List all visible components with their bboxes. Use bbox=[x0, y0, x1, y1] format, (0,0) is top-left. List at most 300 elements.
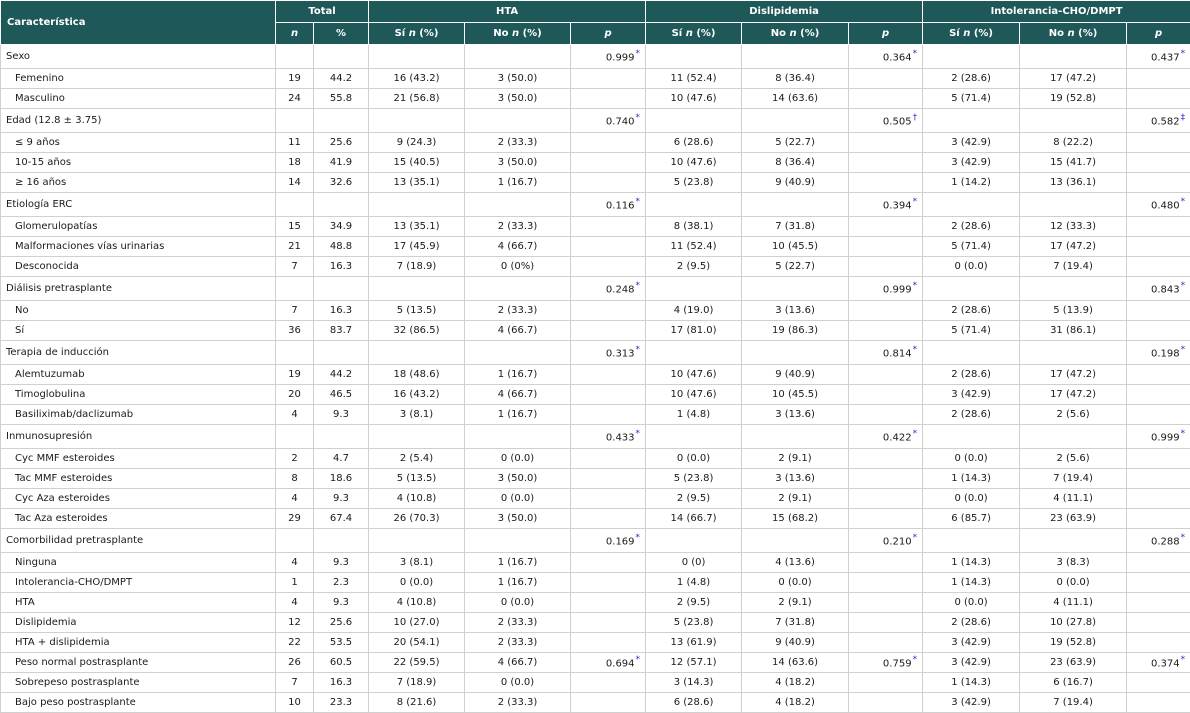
table-row bbox=[1, 405, 1190, 425]
category-row bbox=[1, 425, 1190, 449]
p-value: 0.582 bbox=[1151, 117, 1180, 128]
cell-dis-no: 14 (63.6) bbox=[742, 653, 849, 673]
cell-hta-si: 9 (24.3) bbox=[369, 133, 465, 153]
cell-int-si: 6 (85.7) bbox=[923, 509, 1020, 529]
header-int-p: p bbox=[1127, 23, 1190, 45]
cell-int-no: 17 (47.2) bbox=[1020, 365, 1127, 385]
cell-dis-si bbox=[646, 277, 742, 301]
table-row bbox=[1, 173, 1190, 193]
row-label: Peso normal postrasplante bbox=[1, 653, 276, 673]
cell-dis-p bbox=[849, 301, 923, 321]
cell-int-p bbox=[1127, 133, 1190, 153]
cell-n: 20 bbox=[276, 385, 314, 405]
cell-hta-si: 18 (48.6) bbox=[369, 365, 465, 385]
cell-int-p bbox=[1127, 489, 1190, 509]
row-label: Dislipidemia bbox=[1, 613, 276, 633]
cell-dis-no: 2 (9.1) bbox=[742, 489, 849, 509]
cell-dis-p bbox=[849, 469, 923, 489]
cell-pct bbox=[314, 277, 369, 301]
cell-int-p bbox=[1127, 237, 1190, 257]
cell-dis-no: 3 (13.6) bbox=[742, 405, 849, 425]
cell-dis-si: 4 (19.0) bbox=[646, 301, 742, 321]
cell-hta-p bbox=[571, 237, 646, 257]
row-label: Etiología ERC bbox=[1, 193, 276, 217]
cell-pct bbox=[314, 425, 369, 449]
cell-hta-no bbox=[465, 45, 571, 69]
cell-int-p bbox=[1127, 321, 1190, 341]
cell-int-no: 4 (11.1) bbox=[1020, 593, 1127, 613]
cell-n: 21 bbox=[276, 237, 314, 257]
p-footnote-mark: † bbox=[913, 113, 918, 123]
cell-hta-no: 1 (16.7) bbox=[465, 173, 571, 193]
p-value: 0.433 bbox=[606, 433, 635, 444]
cell-dis-si: 10 (47.6) bbox=[646, 89, 742, 109]
p-footnote-mark: * bbox=[636, 281, 641, 291]
cell-hta-p bbox=[571, 277, 646, 301]
table-row bbox=[1, 89, 1190, 109]
p-value: 0.248 bbox=[606, 285, 635, 296]
cell-int-p bbox=[1127, 573, 1190, 593]
cell-dis-p bbox=[849, 321, 923, 341]
cell-hta-si: 13 (35.1) bbox=[369, 217, 465, 237]
cell-hta-si bbox=[369, 341, 465, 365]
cell-dis-no: 2 (9.1) bbox=[742, 593, 849, 613]
cell-dis-p bbox=[849, 529, 923, 553]
row-label: Basiliximab/daclizumab bbox=[1, 405, 276, 425]
row-label: Terapia de inducción bbox=[1, 341, 276, 365]
p-footnote-mark: ‡ bbox=[1181, 113, 1186, 123]
cell-hta-p bbox=[571, 89, 646, 109]
cell-n: 29 bbox=[276, 509, 314, 529]
cell-int-si: 3 (42.9) bbox=[923, 693, 1020, 713]
header-hta-no: No n (%) bbox=[465, 23, 571, 45]
cell-dis-p bbox=[849, 593, 923, 613]
category-row bbox=[1, 277, 1190, 301]
row-label: Tac Aza esteroides bbox=[1, 509, 276, 529]
cell-hta-si: 5 (13.5) bbox=[369, 301, 465, 321]
cell-dis-si bbox=[646, 341, 742, 365]
p-footnote-mark: * bbox=[636, 655, 641, 665]
cell-int-p bbox=[1127, 45, 1190, 69]
cell-dis-p bbox=[849, 449, 923, 469]
cell-dis-no: 15 (68.2) bbox=[742, 509, 849, 529]
cell-dis-p bbox=[849, 237, 923, 257]
row-label: Timoglobulina bbox=[1, 385, 276, 405]
cell-int-p bbox=[1127, 405, 1190, 425]
p-value: 0.480 bbox=[1151, 201, 1180, 212]
cell-dis-p bbox=[849, 341, 923, 365]
cell-int-p bbox=[1127, 69, 1190, 89]
p-value: 0.999 bbox=[883, 285, 912, 296]
table-row bbox=[1, 489, 1190, 509]
cell-n: 10 bbox=[276, 693, 314, 713]
cell-n: 4 bbox=[276, 593, 314, 613]
cell-dis-no: 8 (36.4) bbox=[742, 153, 849, 173]
cell-int-p bbox=[1127, 693, 1190, 713]
cell-int-no: 2 (5.6) bbox=[1020, 449, 1127, 469]
cell-n: 4 bbox=[276, 405, 314, 425]
cell-pct: 25.6 bbox=[314, 133, 369, 153]
cell-int-si: 1 (14.3) bbox=[923, 673, 1020, 693]
cell-hta-no: 3 (50.0) bbox=[465, 469, 571, 489]
cell-int-si: 0 (0.0) bbox=[923, 593, 1020, 613]
header-intolerancia: Intolerancia-CHO/DMPT bbox=[923, 1, 1190, 23]
cell-int-si: 5 (71.4) bbox=[923, 321, 1020, 341]
p-footnote-mark: * bbox=[1181, 281, 1186, 291]
cell-dis-si bbox=[646, 109, 742, 133]
cell-n bbox=[276, 193, 314, 217]
cell-hta-si: 26 (70.3) bbox=[369, 509, 465, 529]
row-label: Comorbilidad pretrasplante bbox=[1, 529, 276, 553]
table-row bbox=[1, 633, 1190, 653]
cell-pct: 41.9 bbox=[314, 153, 369, 173]
p-value: 0.740 bbox=[606, 117, 635, 128]
cell-n: 4 bbox=[276, 489, 314, 509]
cell-hta-no: 4 (66.7) bbox=[465, 653, 571, 673]
cell-dis-no: 7 (31.8) bbox=[742, 613, 849, 633]
cell-dis-si: 13 (61.9) bbox=[646, 633, 742, 653]
cell-int-si: 2 (28.6) bbox=[923, 301, 1020, 321]
row-label: Inmunosupresión bbox=[1, 425, 276, 449]
cell-int-no: 12 (33.3) bbox=[1020, 217, 1127, 237]
header-dislipidemia: Dislipidemia bbox=[646, 1, 923, 23]
cell-hta-no: 4 (66.7) bbox=[465, 237, 571, 257]
cell-dis-si: 10 (47.6) bbox=[646, 153, 742, 173]
cell-dis-si bbox=[646, 529, 742, 553]
p-value: 0.364 bbox=[883, 53, 912, 64]
cell-n bbox=[276, 341, 314, 365]
cell-pct: 34.9 bbox=[314, 217, 369, 237]
cell-pct bbox=[314, 529, 369, 553]
cell-int-si: 1 (14.3) bbox=[923, 573, 1020, 593]
header-hta: HTA bbox=[369, 1, 646, 23]
cell-dis-si: 3 (14.3) bbox=[646, 673, 742, 693]
row-label: Cyc Aza esteroides bbox=[1, 489, 276, 509]
table-row bbox=[1, 693, 1190, 713]
cell-dis-p bbox=[849, 217, 923, 237]
cell-dis-no bbox=[742, 529, 849, 553]
cell-int-p bbox=[1127, 633, 1190, 653]
p-footnote-mark: * bbox=[636, 49, 641, 59]
cell-int-si: 2 (28.6) bbox=[923, 613, 1020, 633]
cell-hta-no: 1 (16.7) bbox=[465, 573, 571, 593]
cell-n: 22 bbox=[276, 633, 314, 653]
cell-int-p bbox=[1127, 653, 1190, 673]
cell-hta-no: 1 (16.7) bbox=[465, 365, 571, 385]
cell-int-no bbox=[1020, 341, 1127, 365]
cell-n: 19 bbox=[276, 69, 314, 89]
cell-pct: 25.6 bbox=[314, 613, 369, 633]
cell-hta-no: 2 (33.3) bbox=[465, 133, 571, 153]
cell-hta-no bbox=[465, 341, 571, 365]
cell-pct: 44.2 bbox=[314, 69, 369, 89]
category-row bbox=[1, 529, 1190, 553]
cell-int-si: 2 (28.6) bbox=[923, 405, 1020, 425]
cell-n: 1 bbox=[276, 573, 314, 593]
cell-n: 18 bbox=[276, 153, 314, 173]
cell-n: 19 bbox=[276, 365, 314, 385]
category-row bbox=[1, 341, 1190, 365]
cell-dis-no: 8 (36.4) bbox=[742, 69, 849, 89]
cell-int-si: 2 (28.6) bbox=[923, 69, 1020, 89]
cell-hta-si: 22 (59.5) bbox=[369, 653, 465, 673]
cell-dis-si: 12 (57.1) bbox=[646, 653, 742, 673]
category-row bbox=[1, 109, 1190, 133]
cell-n: 14 bbox=[276, 173, 314, 193]
cell-int-p bbox=[1127, 89, 1190, 109]
cell-int-si: 3 (42.9) bbox=[923, 153, 1020, 173]
cell-n bbox=[276, 45, 314, 69]
cell-int-si: 3 (42.9) bbox=[923, 133, 1020, 153]
row-label: No bbox=[1, 301, 276, 321]
cell-dis-si: 14 (66.7) bbox=[646, 509, 742, 529]
cell-int-no: 8 (22.2) bbox=[1020, 133, 1127, 153]
cell-int-no: 7 (19.4) bbox=[1020, 469, 1127, 489]
cell-pct: 46.5 bbox=[314, 385, 369, 405]
cell-hta-si: 13 (35.1) bbox=[369, 173, 465, 193]
cell-hta-p bbox=[571, 449, 646, 469]
cell-hta-si bbox=[369, 425, 465, 449]
cell-dis-no bbox=[742, 193, 849, 217]
cell-int-no bbox=[1020, 529, 1127, 553]
cell-dis-si: 2 (9.5) bbox=[646, 257, 742, 277]
cell-hta-no: 0 (0%) bbox=[465, 257, 571, 277]
cell-hta-no: 0 (0.0) bbox=[465, 449, 571, 469]
cell-dis-no: 9 (40.9) bbox=[742, 173, 849, 193]
cell-int-si bbox=[923, 193, 1020, 217]
cell-n: 8 bbox=[276, 469, 314, 489]
cell-int-p bbox=[1127, 425, 1190, 449]
cell-hta-no: 4 (66.7) bbox=[465, 385, 571, 405]
cell-dis-p bbox=[849, 69, 923, 89]
p-value: 0.814 bbox=[883, 349, 912, 360]
cell-int-no: 17 (47.2) bbox=[1020, 69, 1127, 89]
cell-pct: 9.3 bbox=[314, 405, 369, 425]
table-row bbox=[1, 593, 1190, 613]
cell-int-p bbox=[1127, 193, 1190, 217]
cell-hta-si: 8 (21.6) bbox=[369, 693, 465, 713]
cell-n bbox=[276, 277, 314, 301]
cell-hta-no bbox=[465, 529, 571, 553]
row-label: Cyc MMF esteroides bbox=[1, 449, 276, 469]
table-header bbox=[1, 1, 1190, 45]
row-label: Malformaciones vías urinarias bbox=[1, 237, 276, 257]
cell-pct: 9.3 bbox=[314, 553, 369, 573]
p-footnote-mark: * bbox=[636, 345, 641, 355]
cell-int-p bbox=[1127, 509, 1190, 529]
cell-hta-no: 3 (50.0) bbox=[465, 509, 571, 529]
cell-dis-no: 3 (13.6) bbox=[742, 301, 849, 321]
cell-int-p bbox=[1127, 449, 1190, 469]
p-value: 0.437 bbox=[1151, 53, 1180, 64]
cell-dis-p bbox=[849, 653, 923, 673]
cell-hta-si: 20 (54.1) bbox=[369, 633, 465, 653]
cell-hta-p bbox=[571, 365, 646, 385]
cell-int-p bbox=[1127, 529, 1190, 553]
cell-dis-p bbox=[849, 633, 923, 653]
cell-hta-si: 21 (56.8) bbox=[369, 89, 465, 109]
cell-hta-si: 16 (43.2) bbox=[369, 385, 465, 405]
cell-dis-si bbox=[646, 193, 742, 217]
header-pct: % bbox=[314, 23, 369, 45]
cell-dis-p bbox=[849, 153, 923, 173]
header-n: n bbox=[276, 23, 314, 45]
cell-dis-no: 14 (63.6) bbox=[742, 89, 849, 109]
cell-hta-no: 4 (66.7) bbox=[465, 321, 571, 341]
p-footnote-mark: * bbox=[636, 429, 641, 439]
cell-int-p bbox=[1127, 257, 1190, 277]
p-footnote-mark: * bbox=[1181, 49, 1186, 59]
row-label: Edad (12.8 ± 3.75) bbox=[1, 109, 276, 133]
header-dis-no: No n (%) bbox=[742, 23, 849, 45]
cell-hta-no bbox=[465, 193, 571, 217]
cell-hta-p bbox=[571, 553, 646, 573]
cell-dis-no: 3 (13.6) bbox=[742, 469, 849, 489]
cell-dis-p bbox=[849, 109, 923, 133]
cell-dis-p bbox=[849, 385, 923, 405]
cell-hta-p bbox=[571, 173, 646, 193]
cell-hta-no: 3 (50.0) bbox=[465, 69, 571, 89]
cell-hta-si: 17 (45.9) bbox=[369, 237, 465, 257]
cell-n: 24 bbox=[276, 89, 314, 109]
cell-int-no bbox=[1020, 109, 1127, 133]
row-label: Ninguna bbox=[1, 553, 276, 573]
cell-pct: 23.3 bbox=[314, 693, 369, 713]
cell-dis-si: 0 (0.0) bbox=[646, 449, 742, 469]
cell-dis-p bbox=[849, 573, 923, 593]
cell-dis-p bbox=[849, 365, 923, 385]
p-value: 0.394 bbox=[883, 201, 912, 212]
header-total: Total bbox=[276, 1, 369, 23]
cell-int-no bbox=[1020, 193, 1127, 217]
cell-hta-no: 0 (0.0) bbox=[465, 673, 571, 693]
cell-hta-p bbox=[571, 153, 646, 173]
cell-int-si bbox=[923, 45, 1020, 69]
table-row bbox=[1, 573, 1190, 593]
cell-n bbox=[276, 529, 314, 553]
cell-int-si: 1 (14.3) bbox=[923, 553, 1020, 573]
cell-pct: 16.3 bbox=[314, 673, 369, 693]
cell-dis-no: 5 (22.7) bbox=[742, 133, 849, 153]
cell-int-si: 5 (71.4) bbox=[923, 237, 1020, 257]
cell-hta-si bbox=[369, 529, 465, 553]
cell-int-p bbox=[1127, 153, 1190, 173]
cell-dis-si: 1 (4.8) bbox=[646, 573, 742, 593]
cell-hta-p bbox=[571, 193, 646, 217]
p-footnote-mark: * bbox=[636, 197, 641, 207]
cell-hta-si bbox=[369, 109, 465, 133]
p-footnote-mark: * bbox=[636, 533, 641, 543]
cell-hta-si bbox=[369, 277, 465, 301]
table-row bbox=[1, 613, 1190, 633]
p-footnote-mark: * bbox=[1181, 533, 1186, 543]
cell-int-p bbox=[1127, 673, 1190, 693]
cell-n: 7 bbox=[276, 673, 314, 693]
cell-int-no bbox=[1020, 425, 1127, 449]
table-row bbox=[1, 385, 1190, 405]
p-value: 0.198 bbox=[1151, 349, 1180, 360]
cell-hta-no bbox=[465, 277, 571, 301]
table-row bbox=[1, 553, 1190, 573]
p-value: 0.694 bbox=[606, 659, 635, 670]
cell-int-p bbox=[1127, 277, 1190, 301]
cell-dis-no: 4 (18.2) bbox=[742, 673, 849, 693]
cell-dis-si: 17 (81.0) bbox=[646, 321, 742, 341]
cell-hta-p bbox=[571, 489, 646, 509]
cell-dis-no: 9 (40.9) bbox=[742, 365, 849, 385]
row-label: HTA bbox=[1, 593, 276, 613]
cell-hta-no: 2 (33.3) bbox=[465, 693, 571, 713]
cell-pct: 53.5 bbox=[314, 633, 369, 653]
cell-hta-p bbox=[571, 509, 646, 529]
cell-int-si: 2 (28.6) bbox=[923, 217, 1020, 237]
cell-int-si: 1 (14.2) bbox=[923, 173, 1020, 193]
cell-hta-p bbox=[571, 217, 646, 237]
p-value: 0.210 bbox=[883, 537, 912, 548]
cell-pct: 16.3 bbox=[314, 257, 369, 277]
cell-dis-p bbox=[849, 673, 923, 693]
table-body bbox=[1, 45, 1190, 713]
header-hta-p: p bbox=[571, 23, 646, 45]
cell-hta-si: 4 (10.8) bbox=[369, 593, 465, 613]
cell-pct: 48.8 bbox=[314, 237, 369, 257]
cell-hta-si: 7 (18.9) bbox=[369, 673, 465, 693]
cell-dis-p bbox=[849, 425, 923, 449]
cell-int-p bbox=[1127, 301, 1190, 321]
cell-dis-p bbox=[849, 173, 923, 193]
cell-dis-si: 6 (28.6) bbox=[646, 693, 742, 713]
cell-n: 15 bbox=[276, 217, 314, 237]
cell-hta-si: 4 (10.8) bbox=[369, 489, 465, 509]
cell-n: 7 bbox=[276, 301, 314, 321]
table-row bbox=[1, 365, 1190, 385]
row-label: Sobrepeso postrasplante bbox=[1, 673, 276, 693]
cell-pct: 9.3 bbox=[314, 593, 369, 613]
p-value: 0.169 bbox=[606, 537, 635, 548]
cell-int-no: 17 (47.2) bbox=[1020, 385, 1127, 405]
row-label: Masculino bbox=[1, 89, 276, 109]
cell-dis-si: 6 (28.6) bbox=[646, 133, 742, 153]
cell-hta-si: 0 (0.0) bbox=[369, 573, 465, 593]
cell-pct bbox=[314, 109, 369, 133]
cell-hta-p bbox=[571, 673, 646, 693]
cell-hta-si: 2 (5.4) bbox=[369, 449, 465, 469]
p-value: 0.288 bbox=[1151, 537, 1180, 548]
table-row bbox=[1, 301, 1190, 321]
cell-dis-p bbox=[849, 45, 923, 69]
cell-hta-no: 1 (16.7) bbox=[465, 405, 571, 425]
p-footnote-mark: * bbox=[1181, 197, 1186, 207]
cell-hta-p bbox=[571, 45, 646, 69]
cell-hta-no bbox=[465, 109, 571, 133]
cell-int-si bbox=[923, 529, 1020, 553]
cell-int-no: 10 (27.8) bbox=[1020, 613, 1127, 633]
p-footnote-mark: * bbox=[913, 533, 918, 543]
cell-dis-p bbox=[849, 405, 923, 425]
cell-hta-si: 5 (13.5) bbox=[369, 469, 465, 489]
cell-dis-si: 10 (47.6) bbox=[646, 385, 742, 405]
cell-int-no: 23 (63.9) bbox=[1020, 509, 1127, 529]
header-hta-si: Sí n (%) bbox=[369, 23, 465, 45]
cell-dis-si: 1 (4.8) bbox=[646, 405, 742, 425]
cell-int-no: 0 (0.0) bbox=[1020, 573, 1127, 593]
cell-n: 2 bbox=[276, 449, 314, 469]
cell-dis-no: 7 (31.8) bbox=[742, 217, 849, 237]
table-row bbox=[1, 153, 1190, 173]
cell-pct: 83.7 bbox=[314, 321, 369, 341]
cell-hta-p bbox=[571, 109, 646, 133]
p-value: 0.422 bbox=[883, 433, 912, 444]
